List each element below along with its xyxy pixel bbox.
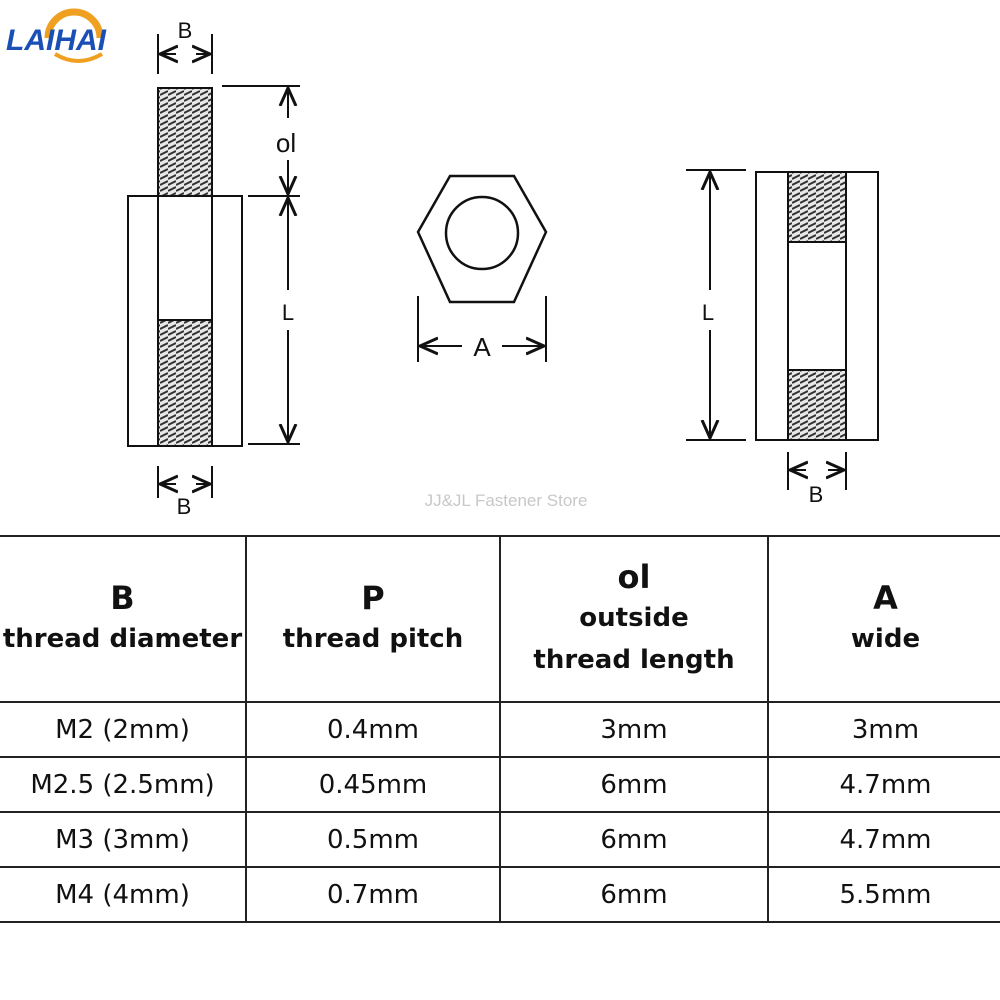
cell-wide: 5.5mm — [768, 867, 1000, 922]
store-watermark: JJ&JL Fastener Store — [424, 491, 588, 510]
cell-thread-pitch: 0.7mm — [246, 867, 500, 922]
cell-outside-thread-length: 6mm — [500, 757, 768, 812]
cell-thread-pitch: 0.4mm — [246, 702, 500, 757]
header-thread-pitch: P thread pitch — [246, 536, 500, 702]
label-b-right: B — [808, 482, 824, 507]
cell-thread-pitch: 0.5mm — [246, 812, 500, 867]
table-row — [0, 812, 1000, 867]
cell-outside-thread-length: 6mm — [500, 867, 768, 922]
cell-thread-diameter: M3 (3mm) — [0, 812, 246, 867]
table-row — [0, 867, 1000, 922]
cell-thread-diameter: M4 (4mm) — [0, 867, 246, 922]
label-l-left: L — [281, 300, 295, 325]
header-thread-diameter: B thread diameter — [0, 536, 246, 702]
brand-logo — [6, 12, 107, 61]
label-b-bottom: B — [176, 494, 192, 519]
label-a: A — [473, 332, 491, 362]
cell-wide: 4.7mm — [768, 812, 1000, 867]
cell-outside-thread-length: 3mm — [500, 702, 768, 757]
table-row — [0, 757, 1000, 812]
logo-text: LAIHAI — [6, 24, 106, 57]
table-header-row — [0, 536, 1000, 702]
header-outside-thread-length: ol outside thread length — [500, 536, 768, 702]
male-female-standoff-drawing — [128, 34, 300, 498]
header-wide: A wide — [768, 536, 1000, 702]
spec-table — [0, 535, 1000, 923]
cell-thread-diameter: M2 (2mm) — [0, 702, 246, 757]
table-row — [0, 702, 1000, 757]
cell-outside-thread-length: 6mm — [500, 812, 768, 867]
cell-thread-pitch: 0.45mm — [246, 757, 500, 812]
cell-wide: 3mm — [768, 702, 1000, 757]
label-b-top: B — [177, 18, 193, 43]
cell-thread-diameter: M2.5 (2.5mm) — [0, 757, 246, 812]
cell-wide: 4.7mm — [768, 757, 1000, 812]
label-ol: ol — [275, 128, 297, 158]
label-l-right: L — [701, 300, 715, 325]
female-female-standoff-drawing — [686, 170, 878, 490]
